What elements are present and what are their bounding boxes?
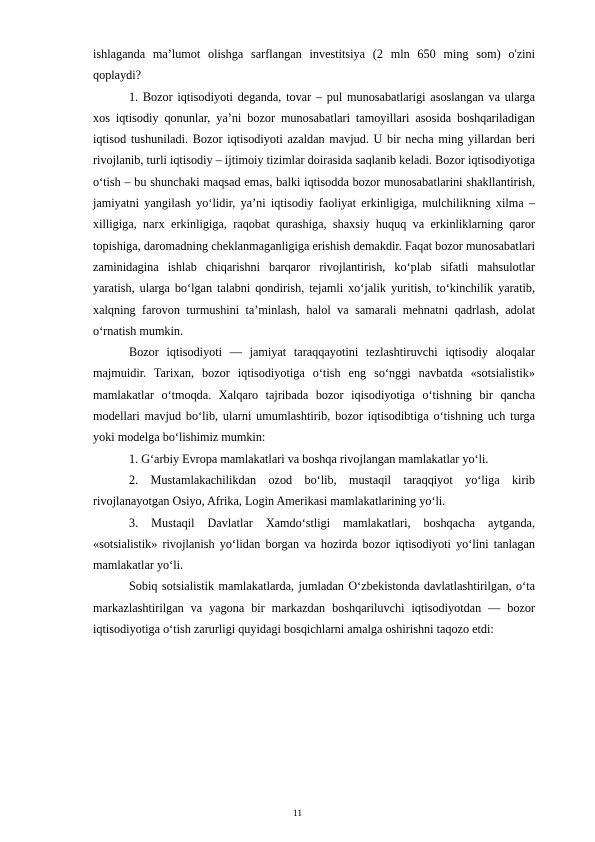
paragraph-former-socialist: Sobiq sotsialistik mamlakatlarda, jumladan O‘zbekistonda davlatlashtirilgan, o‘ta markazlashtirilgan va yagona bir markazdan boshqariluvchi iqtisodiyotdan — bozor iqtisodiyotiga o‘tish zarurligi quyidagi bosqichlarni amalga oshirishni taqozo etdi: [93, 579, 535, 637]
list-item-model-3: 3. Mustaqil Davlatlar Xamdo‘stligi mamlakatlari, boshqacha aytganda, «sotsialistik» rivojlanish yo‘lidan borgan va hozirda bozor iqtisodiyoti yo‘lini tanlagan mamlakatlar yo‘li. [93, 515, 535, 573]
paragraph-continuation: ishlaganda ma’lumot olishga sarflangan investitsiya (2 mln 650 ming som) o'zini qoplaydi? [93, 47, 535, 83]
list-item-model-1: 1. G‘arbiy Evropa mamlakatlari va boshqa rivojlangan mamlakatlar yo‘li. [129, 451, 489, 466]
paragraph-market-economy-definition: 1. Bozor iqtisodiyoti deganda, tovar – pul munosabatlarigi asoslangan va ularga xos iqtisodiy qonunlar, ya’ni bozor munosabatlari tamoyillari asosida boshqariladigan iqtisod tushuniladi. Bozor iqtisodiyoti azaldan mavjud. U bir necha ming yillardan beri rivojlanib, turli iqtisodiy – ijtimoiy tizimlar doirasida saqlanib keladi. Bozor iqtisodiyotiga o‘tish – bu shunchaki maqsad emas, balki iqtisodda bozor munosabatlarini shakllantirish, jamiyatni yangilash yo‘lidir, ya’ni iqtisodiy faoliyat erkinligiga, mulchilikning xilma – xilligiga, narx erkinligiga, raqobat qurashiga, shaxsiy huquq va erkinliklarning qaror topishiga, daromadning cheklanmaganligiga erishish demakdir. Faqat bozor munosabatlari zaminidagina ishlab chiqarishni barqaror rivojlantirish, ko‘plab sifatli mahsulotlar yaratish, ularga bo‘lgan talabni qondirish, tejamli xo‘jalik yuritish, to‘kinchilik yaratib, xalqning farovon turmushini ta’minlash, halol va samarali mehnatni qadrlash, adolat o‘rnatish mumkin. [93, 89, 535, 338]
page-number: 11 [292, 809, 303, 819]
paragraph-transition-models: Bozor iqtisodiyoti — jamiyat taraqqayotini tezlashtiruvchi iqtisodiy aloqalar majmuidir. Tarixan, bozor iqtisodiyotiga o‘tish eng so‘nggi navbatda «sotsialistik» mamlakatlar o‘tmoqda. Xalqaro tajribada bozor iqisodiyotiga o‘tishning bir qancha modellari mavjud bo‘lib, ularni umumlashtirib, bozor iqtisodibtiga o‘tishning uch turga yoki modelga bo‘lishimiz mumkin: [93, 345, 535, 445]
document-body [93, 44, 535, 640]
list-item-model-2: 2. Mustamlakachilikdan ozod bo‘lib, mustaqil taraqqiyot yo‘liga kirib rivojlanayotgan Osiyo, Afrika, Login Amerikasi mamlakatlarining yo‘li. [93, 472, 535, 509]
